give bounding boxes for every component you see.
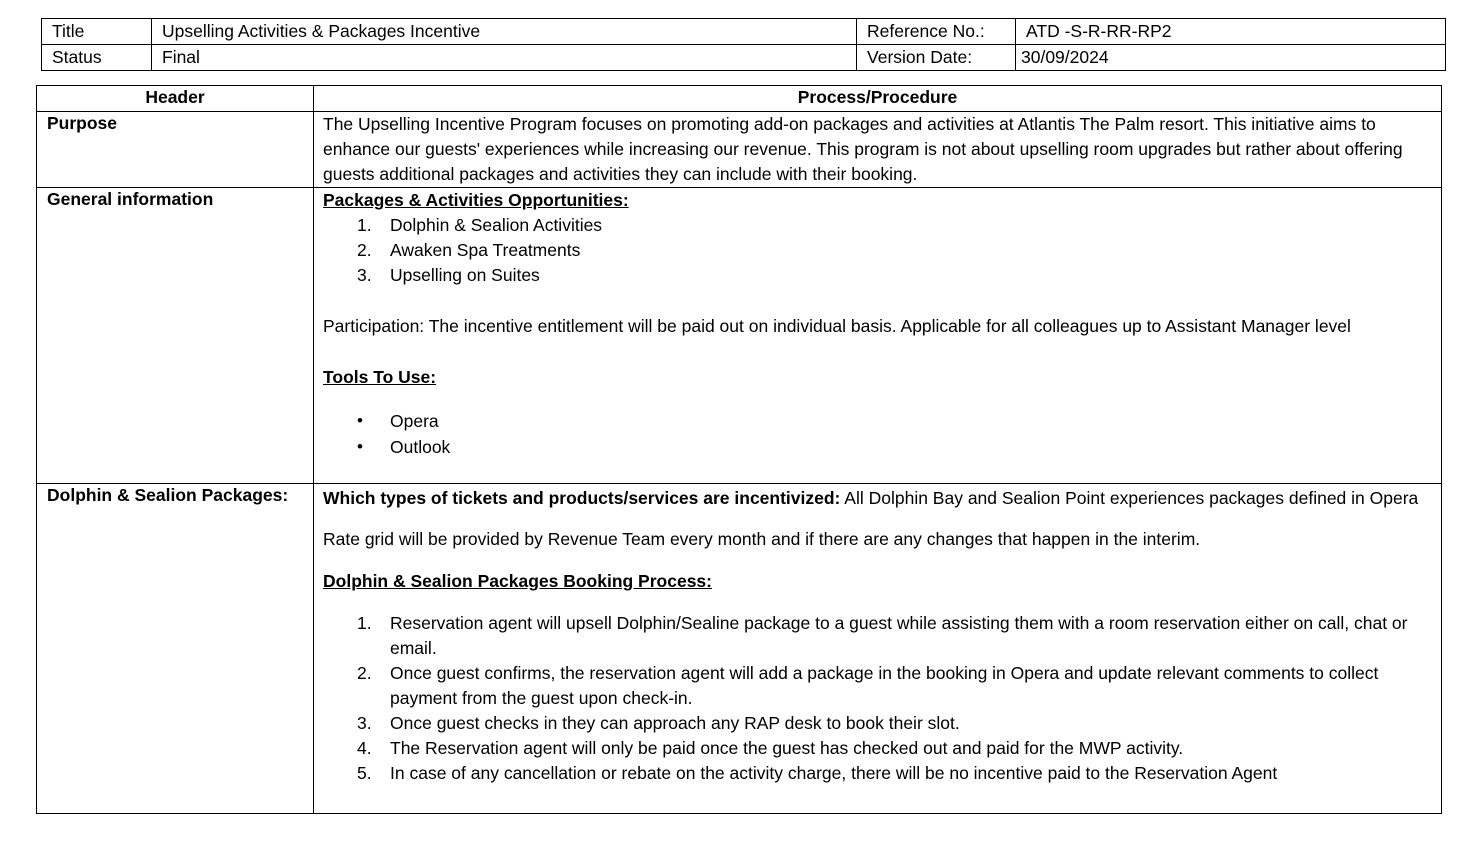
- list-item: [323, 611, 1429, 661]
- rate-grid-text: Rate grid will be provided by Revenue Team every month and if there are any changes that happen in the interim.: [323, 529, 1201, 549]
- list-text: Dolphin & Sealion Activities: [390, 215, 603, 235]
- incentivized-paragraph: [323, 485, 1429, 512]
- title-value: Upselling Activities & Packages Incentive: [152, 19, 857, 45]
- list-item: [323, 263, 1429, 288]
- general-information-row: [37, 188, 1442, 484]
- tools-list: [323, 408, 1429, 460]
- list-number: 2.: [357, 240, 372, 260]
- status-label: Status: [42, 45, 152, 71]
- list-number: 1.: [357, 613, 372, 633]
- booking-process-heading: Dolphin & Sealion Packages Booking Process:: [323, 571, 712, 591]
- meta-row-status: [42, 45, 1446, 71]
- list-number: 5.: [357, 763, 372, 783]
- procedure-table: [36, 85, 1442, 814]
- list-number: 3.: [357, 265, 372, 285]
- status-value: Final: [152, 45, 857, 71]
- list-number: 1.: [357, 215, 372, 235]
- list-item: [323, 761, 1429, 786]
- purpose-row: [37, 112, 1442, 188]
- table-header-row: [37, 86, 1442, 112]
- dolphin-sealion-label: Dolphin & Sealion Packages:: [37, 484, 314, 814]
- incentivized-label: Which types of tickets and products/services are incentivized:: [323, 488, 841, 508]
- reference-value: ATD -S-R-RR-RP2: [1016, 19, 1446, 45]
- dolphin-sealion-content: [314, 484, 1442, 814]
- dolphin-sealion-row: [37, 484, 1442, 814]
- list-text: In case of any cancellation or rebate on the activity charge, there will be no incentive paid to the Reservation Agent: [390, 763, 1278, 783]
- incentivized-text: All Dolphin Bay and Sealion Point experiences packages defined in Opera: [840, 488, 1419, 508]
- purpose-content: [314, 112, 1442, 188]
- opportunities-list: [323, 213, 1429, 288]
- list-text: Upselling on Suites: [390, 265, 540, 285]
- booking-process-steps: [323, 611, 1429, 786]
- list-text: Awaken Spa Treatments: [390, 240, 581, 260]
- general-information-content: [314, 188, 1442, 484]
- meta-row-title: [42, 19, 1446, 45]
- list-item: [323, 213, 1429, 238]
- purpose-text: The Upselling Incentive Program focuses on promoting add-on packages and activities at Atlantis The Palm resort. This initiative aims to enhance our guests' experiences while increasing our revenue. This program is not about upselling room upgrades but rather about offering guests additional packages and activities they can include with their booking.: [323, 114, 1403, 184]
- list-item: [323, 711, 1429, 736]
- list-item: [323, 238, 1429, 263]
- reference-label: Reference No.:: [857, 19, 1016, 45]
- title-label: Title: [42, 19, 152, 45]
- version-value: 30/09/2024: [1016, 45, 1446, 71]
- list-item: [323, 434, 1429, 460]
- list-text: Once guest checks in they can approach any RAP desk to book their slot.: [390, 713, 960, 733]
- participation-text: Participation: The incentive entitlement will be paid out on individual basis. Applicable for all colleagues up to Assistant Manager level: [323, 316, 1351, 336]
- list-item: [323, 736, 1429, 761]
- list-text: Once guest confirms, the reservation agent will add a package in the booking in Opera and update relevant comments to collect payment from the guest upon check-in.: [390, 663, 1379, 708]
- general-information-label: General information: [37, 188, 314, 484]
- bullet-icon: •: [357, 437, 363, 456]
- tools-heading: Tools To Use:: [323, 367, 437, 387]
- list-number: 3.: [357, 713, 372, 733]
- header-column-title: Header: [37, 86, 314, 112]
- document-meta-table: [41, 18, 1446, 71]
- list-item: [323, 408, 1429, 434]
- list-number: 4.: [357, 738, 372, 758]
- list-text: Opera: [390, 411, 439, 431]
- list-text: Outlook: [390, 437, 451, 457]
- purpose-label: Purpose: [37, 112, 314, 188]
- list-item: [323, 661, 1429, 711]
- opportunities-heading: Packages & Activities Opportunities:: [323, 190, 629, 210]
- procedure-column-title: Process/Procedure: [314, 86, 1442, 112]
- bullet-icon: •: [357, 411, 363, 430]
- list-text: The Reservation agent will only be paid once the guest has checked out and paid for the MWP activity.: [390, 738, 1184, 758]
- version-label: Version Date:: [857, 45, 1016, 71]
- list-number: 2.: [357, 663, 372, 683]
- list-text: Reservation agent will upsell Dolphin/Sealine package to a guest while assisting them with a room reservation either on call, chat or email.: [390, 613, 1408, 658]
